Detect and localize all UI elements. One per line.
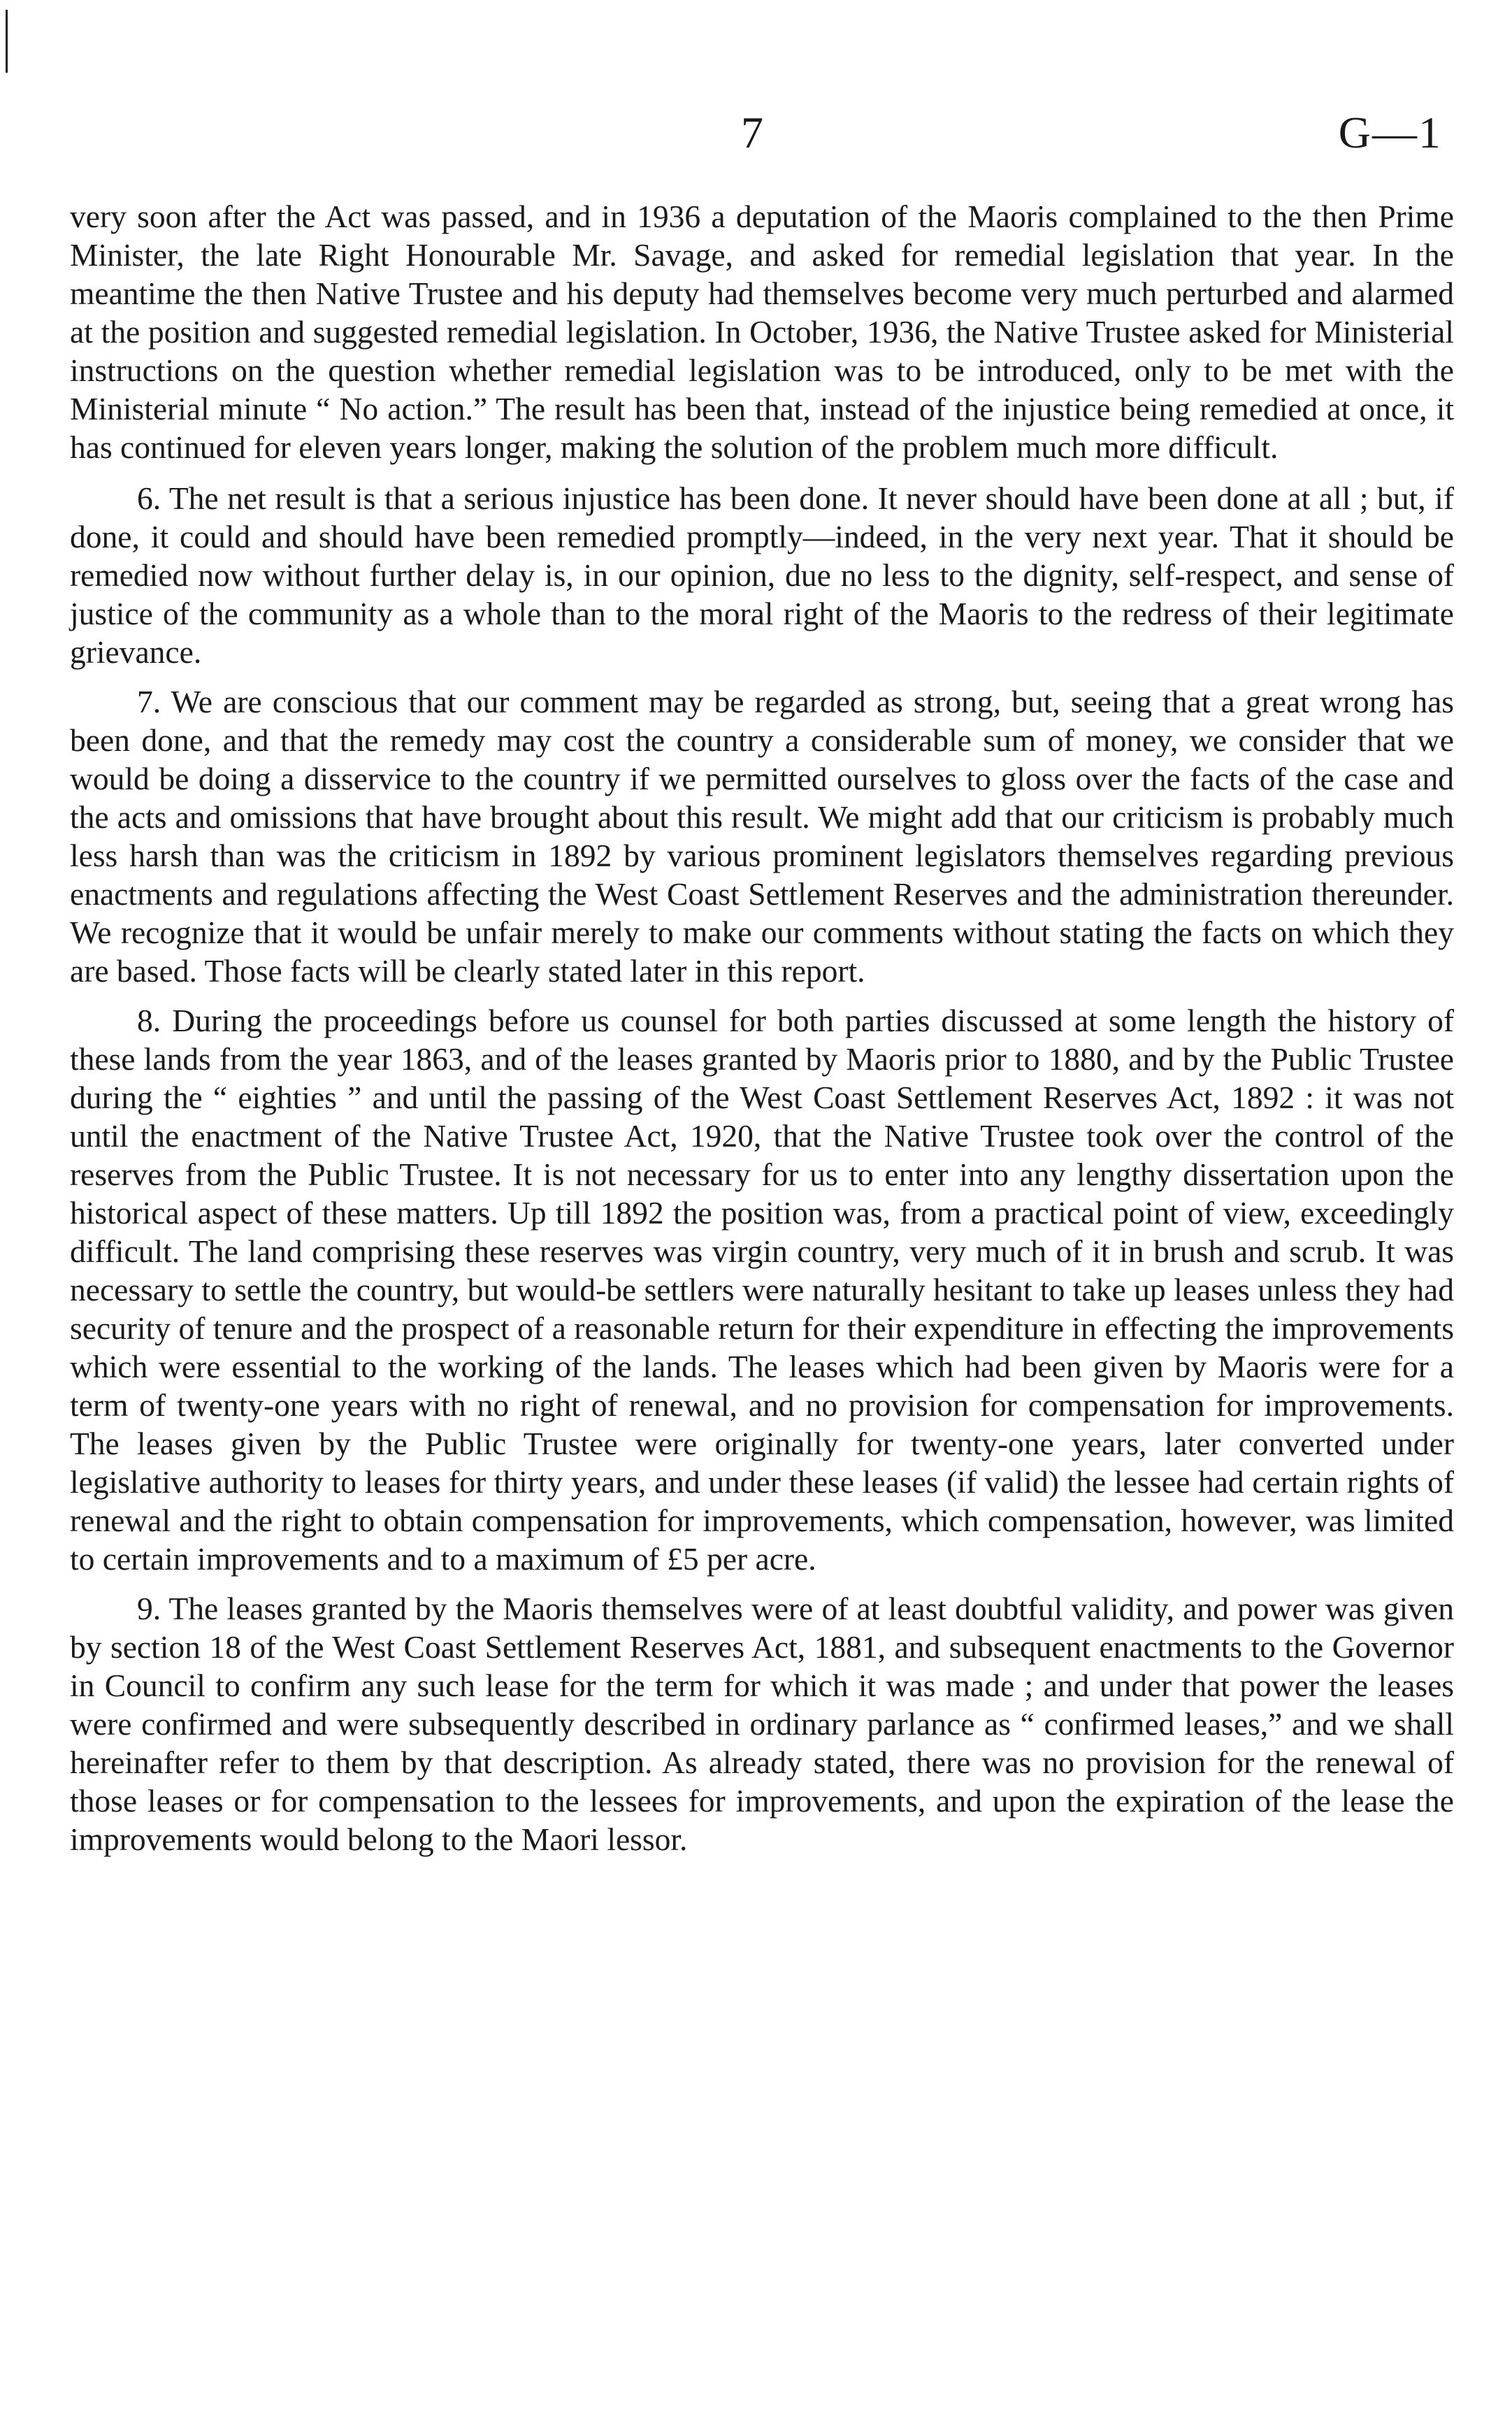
paragraph-6: 6. The net result is that a serious injustice has been done. It never should have been done at all ; but, if done, it could and should have been remedied promptly—indeed, in the very next year. That it should be remedied now without further delay is, in our opinion, due no less to the dignity, self-respect, and sense of justice of the community as a whole than to the moral right of the Maoris to the redress of their legitimate grievance.: [70, 480, 1454, 670]
paragraph-continued: very soon after the Act was passed, and in 1936 a deputation of the Maoris complained to the then Prime Minister, the late Right Honourable Mr. Savage, and asked for remedial legislation that year. In the meantime the then Native Trustee and his deputy had themselves become very much perturbed and alarmed at the position and suggested remedial legislation. In October, 1936, the Native Trustee asked for Ministerial instructions on the question whether remedial legislation was to be introduced, only to be met with the Ministerial minute “ No action.” The result has been that, instead of the injustice being remedied at once, it has continued for eleven years longer, making the solution of the problem much more difficult.: [70, 199, 1454, 465]
page-header: [0, 98, 1512, 168]
report-body: [70, 197, 1454, 1870]
paragraph-9: 9. The leases granted by the Maoris themselves were of at least doubtful validity, and power was given by section 18 of the West Coast Settlement Reserves Act, 1881, and subsequent enactments to the Governor in Council to confirm any such lease for the term for which it was made ; and under that power the leases were confirmed and were subsequently described in ordinary parlance as “ confirmed leases,” and we shall hereinafter refer to them by that description. As already stated, there was no provision for the renewal of those leases or for compensation to the lessees for improvements, and upon the expiration of the lease the improvements would belong to the Maori lessor.: [70, 1591, 1454, 1857]
document-reference: G—1: [1338, 108, 1442, 157]
page-number: 7: [741, 108, 765, 157]
page-edge-mark: [6, 10, 8, 73]
paragraph-7: 7. We are conscious that our comment may be regarded as strong, but, seeing that a great wrong has been done, and that the remedy may cost the country a considerable sum of money, we consider that we would be doing a disservice to the country if we permitted ourselves to gloss over the facts of the case and the acts and omissions that have brought about this result. We might add that our criticism is probably much less harsh than was the criticism in 1892 by various prominent legislators themselves regarding previous enactments and regulations affecting the West Coast Settlement Reserves and the administration thereunder. We recognize that it would be unfair merely to make our comments without stating the facts on which they are based. Those facts will be clearly stated later in this report.: [70, 684, 1454, 989]
paragraph-8: 8. During the proceedings before us counsel for both parties discussed at some length the history of these lands from the year 1863, and of the leases granted by Maoris prior to 1880, and by the Public Trustee during the “ eighties ” and until the passing of the West Coast Settlement Reserves Act, 1892 : it was not until the enactment of the Native Trustee Act, 1920, that the Native Trustee took over the control of the reserves from the Public Trustee. It is not necessary for us to enter into any lengthy dissertation upon the historical aspect of these matters. Up till 1892 the position was, from a practical point of view, exceedingly difficult. The land comprising these reserves was virgin country, very much of it in brush and scrub. It was necessary to settle the country, but would-be settlers were naturally hesitant to take up leases unless they had security of tenure and the prospect of a reasonable return for their expenditure in effecting the improvements which were essential to the working of the lands. The leases which had been given by Maoris were for a term of twenty-one years with no right of renewal, and no provision for compensation for improvements. The leases given by the Public Trustee were originally for twenty-one years, later converted under legislative authority to leases for thirty years, and under these leases (if valid) the lessee had certain rights of renewal and the right to obtain compensation for improvements, which compensation, however, was limited to certain improvements and to a maximum of £5 per acre.: [70, 1003, 1454, 1577]
